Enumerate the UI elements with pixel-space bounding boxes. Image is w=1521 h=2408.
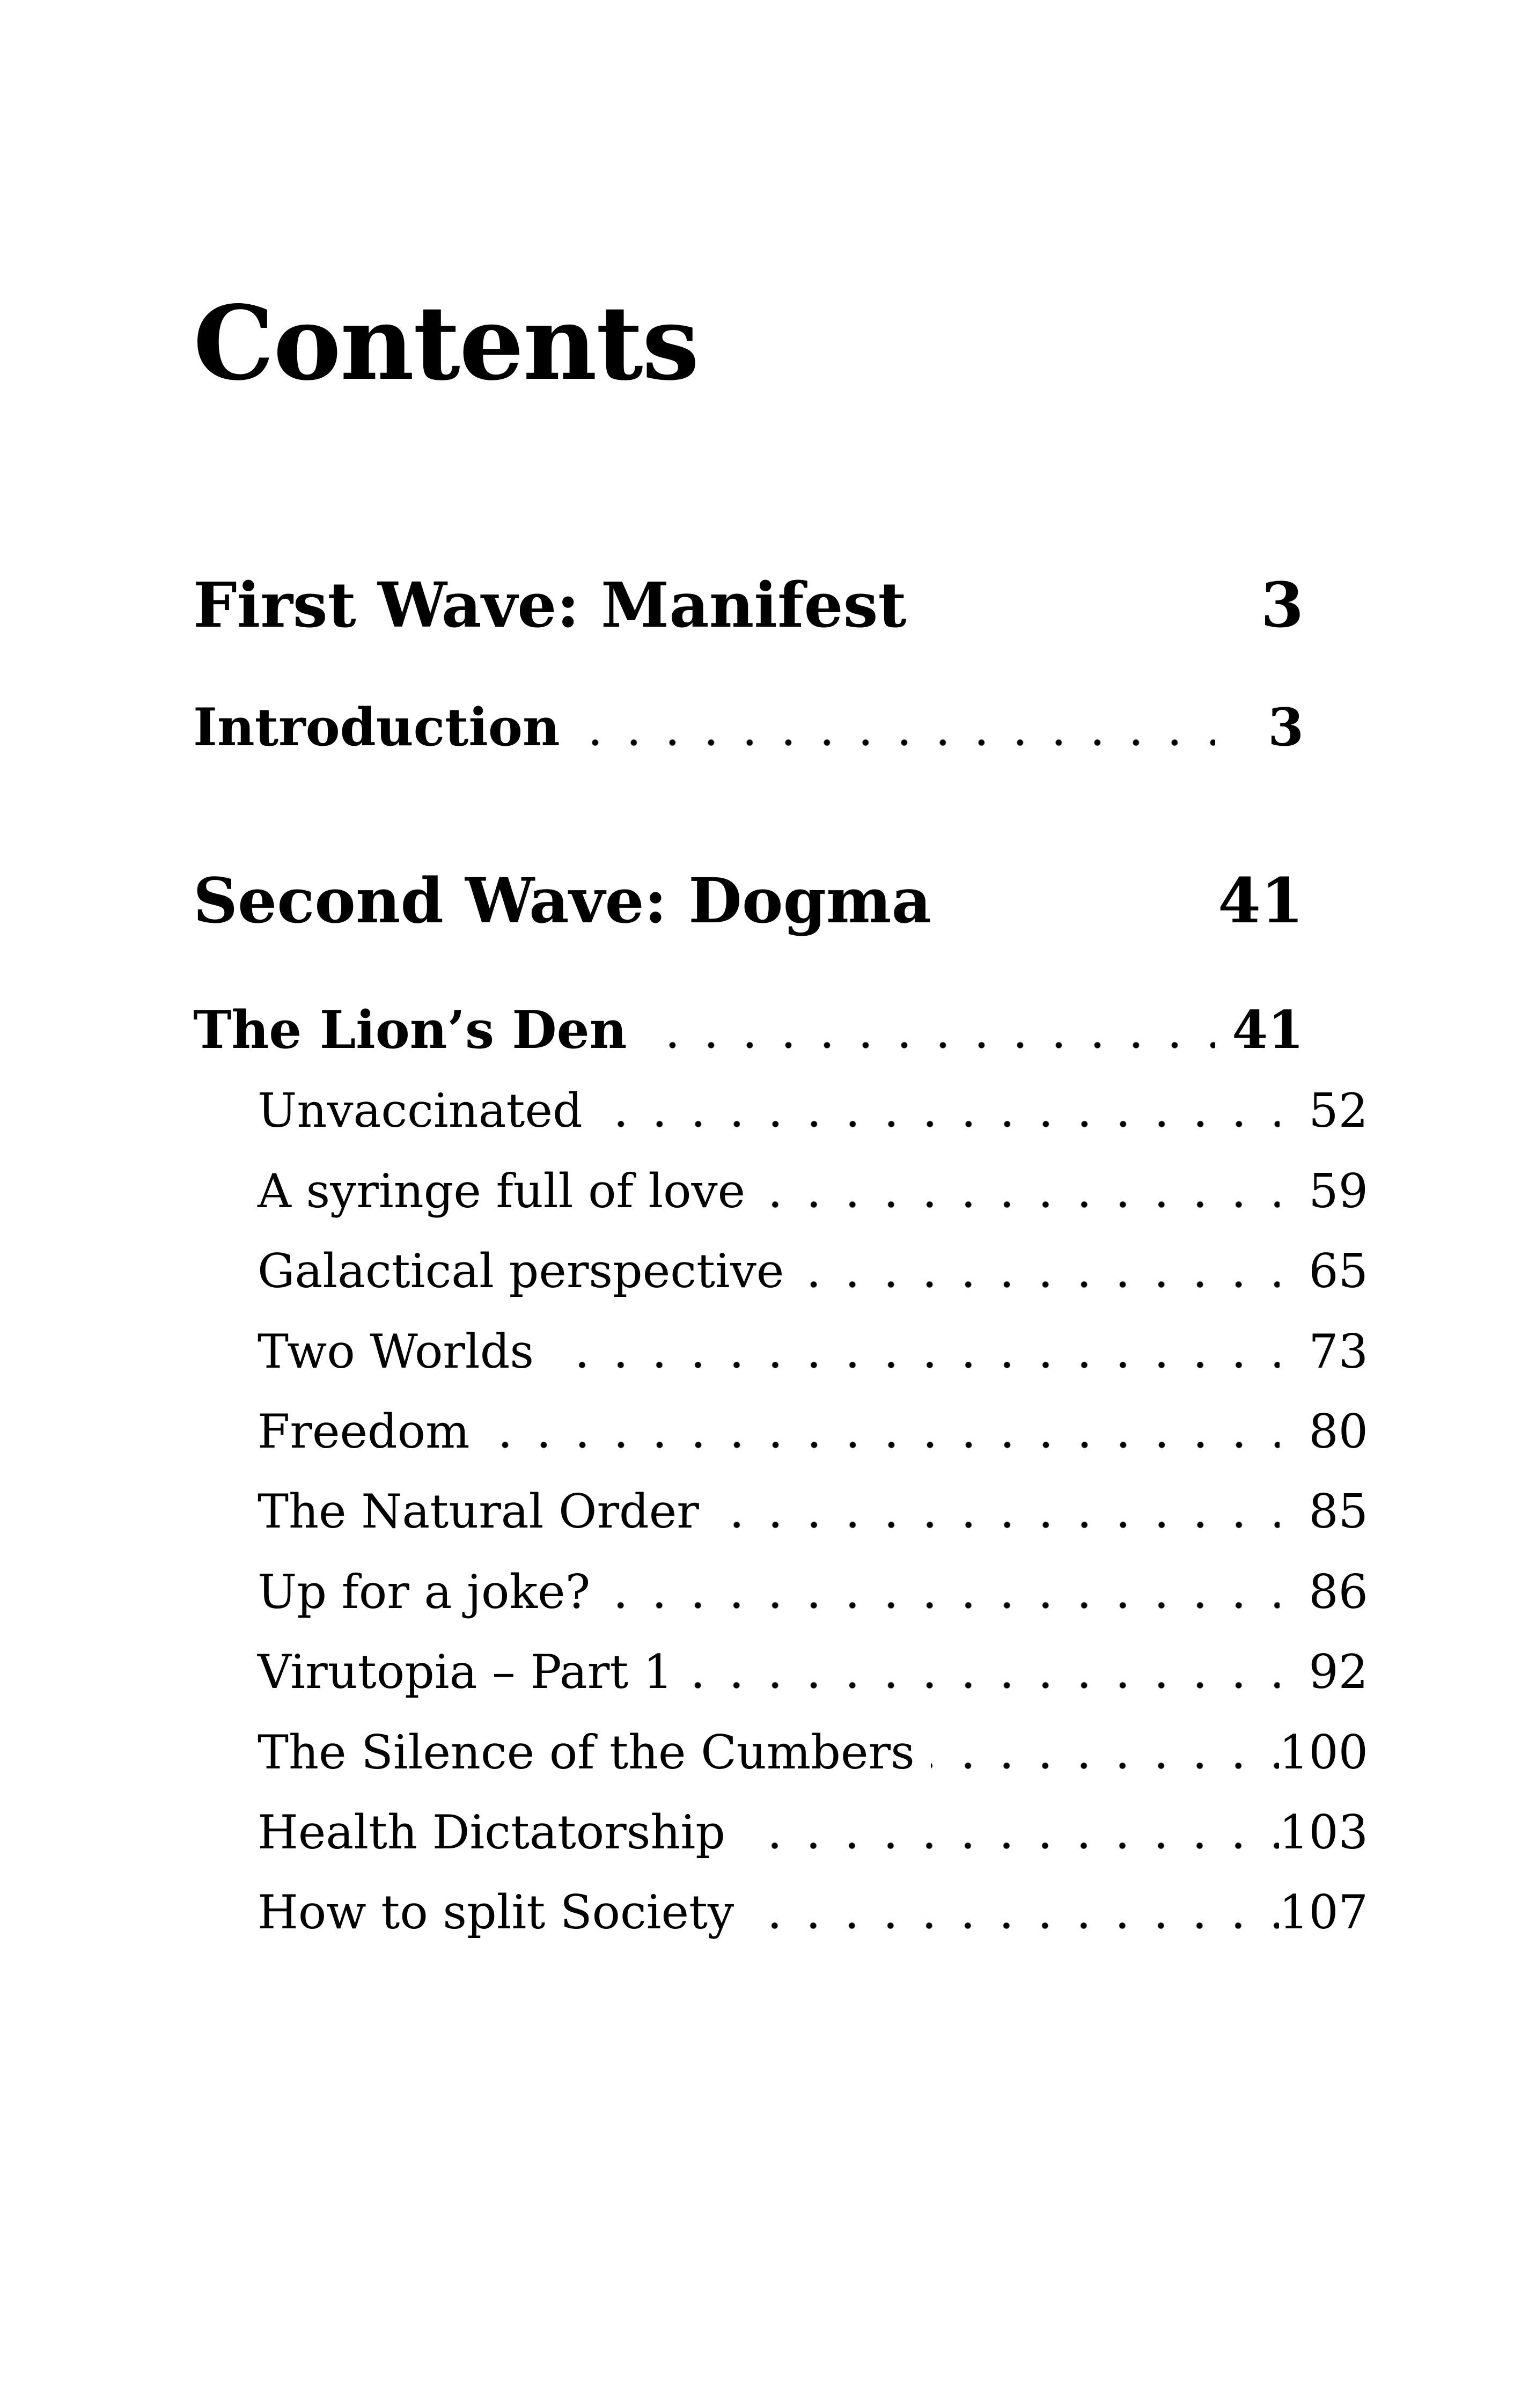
- toc-entry-section: [258, 1324, 1368, 1379]
- toc-entry-page-number: 103: [1278, 1804, 1368, 1860]
- dot-leader: [947, 864, 1215, 938]
- toc-entry-title: Freedom: [258, 1404, 470, 1459]
- toc-entry-page-number: 107: [1278, 1885, 1368, 1940]
- toc-entry-section: [258, 1724, 1368, 1780]
- toc-entry-page-number: 92: [1309, 1645, 1368, 1700]
- dot-leader: [931, 1724, 1279, 1780]
- toc-entry-title: Galactical perspective: [258, 1244, 784, 1299]
- dot-leader: [750, 1884, 1279, 1940]
- dot-leader: [800, 1243, 1280, 1299]
- toc-entry-title: How to split Society: [258, 1885, 734, 1940]
- toc-entry-page-number: 73: [1309, 1324, 1368, 1379]
- toc-entry-page-number: 65: [1309, 1244, 1368, 1299]
- toc-entry-section: [258, 1804, 1368, 1860]
- toc-entry-title: The Natural Order: [258, 1484, 699, 1539]
- toc-entry-page-number: 100: [1278, 1724, 1368, 1780]
- dot-leader: [689, 1644, 1280, 1700]
- toc-entry-title: Up for a joke?: [258, 1564, 591, 1619]
- toc-entry-section: [258, 1644, 1368, 1700]
- toc-entry-page-number: 85: [1309, 1484, 1368, 1539]
- toc-list: [193, 569, 1368, 1941]
- dot-leader: [741, 1804, 1279, 1860]
- toc-entry-title: The Silence of the Cumbers: [258, 1724, 915, 1780]
- dot-leader: [606, 1564, 1280, 1620]
- dot-leader: [550, 1324, 1280, 1379]
- toc-entry-section: [258, 1243, 1368, 1299]
- toc-entry-title: First Wave: Manifest: [193, 569, 907, 642]
- toc-entry-page-number: 41: [1232, 1000, 1304, 1061]
- toc-entry-page-number: 3: [1260, 569, 1304, 642]
- dot-leader: [643, 999, 1215, 1061]
- toc-entry-part: [193, 864, 1304, 938]
- toc-entry-page-number: 41: [1217, 865, 1304, 938]
- toc-entry-section: [258, 1884, 1368, 1940]
- toc-entry-title: Introduction: [193, 697, 560, 758]
- toc-entry-title: Second Wave: Dogma: [193, 865, 932, 938]
- toc-entry-section: [258, 1564, 1368, 1620]
- toc-entry-section: [258, 1163, 1368, 1219]
- toc-entry-title: The Lion’s Den: [193, 1000, 627, 1061]
- toc-entry-title: A syringe full of love: [258, 1163, 746, 1218]
- toc-entry-chapter: [193, 696, 1304, 758]
- toc-entry-title: Virutopia – Part 1: [258, 1645, 673, 1700]
- toc-entry-section: [258, 1083, 1368, 1139]
- toc-entry-title: Unvaccinated: [258, 1083, 583, 1139]
- page-title: Contents: [193, 283, 699, 403]
- dot-leader: [486, 1404, 1280, 1459]
- toc-entry-page-number: 80: [1309, 1404, 1368, 1459]
- dot-leader: [599, 1083, 1280, 1139]
- toc-entry-page-number: 52: [1309, 1083, 1368, 1139]
- dot-leader: [576, 696, 1215, 758]
- toc-entry-part: [193, 569, 1304, 643]
- toc-entry-page-number: 86: [1309, 1564, 1368, 1619]
- toc-entry-page-number: 59: [1309, 1163, 1368, 1218]
- dot-leader: [923, 569, 1215, 643]
- dot-leader: [761, 1163, 1280, 1219]
- dot-leader: [715, 1484, 1280, 1539]
- toc-entry-chapter: [193, 999, 1304, 1061]
- toc-entry-page-number: 3: [1268, 697, 1304, 758]
- toc-entry-title: Two Worlds: [258, 1324, 534, 1379]
- toc-entry-title: Health Dictatorship: [258, 1804, 725, 1860]
- toc-entry-section: [258, 1404, 1368, 1459]
- toc-entry-section: [258, 1484, 1368, 1539]
